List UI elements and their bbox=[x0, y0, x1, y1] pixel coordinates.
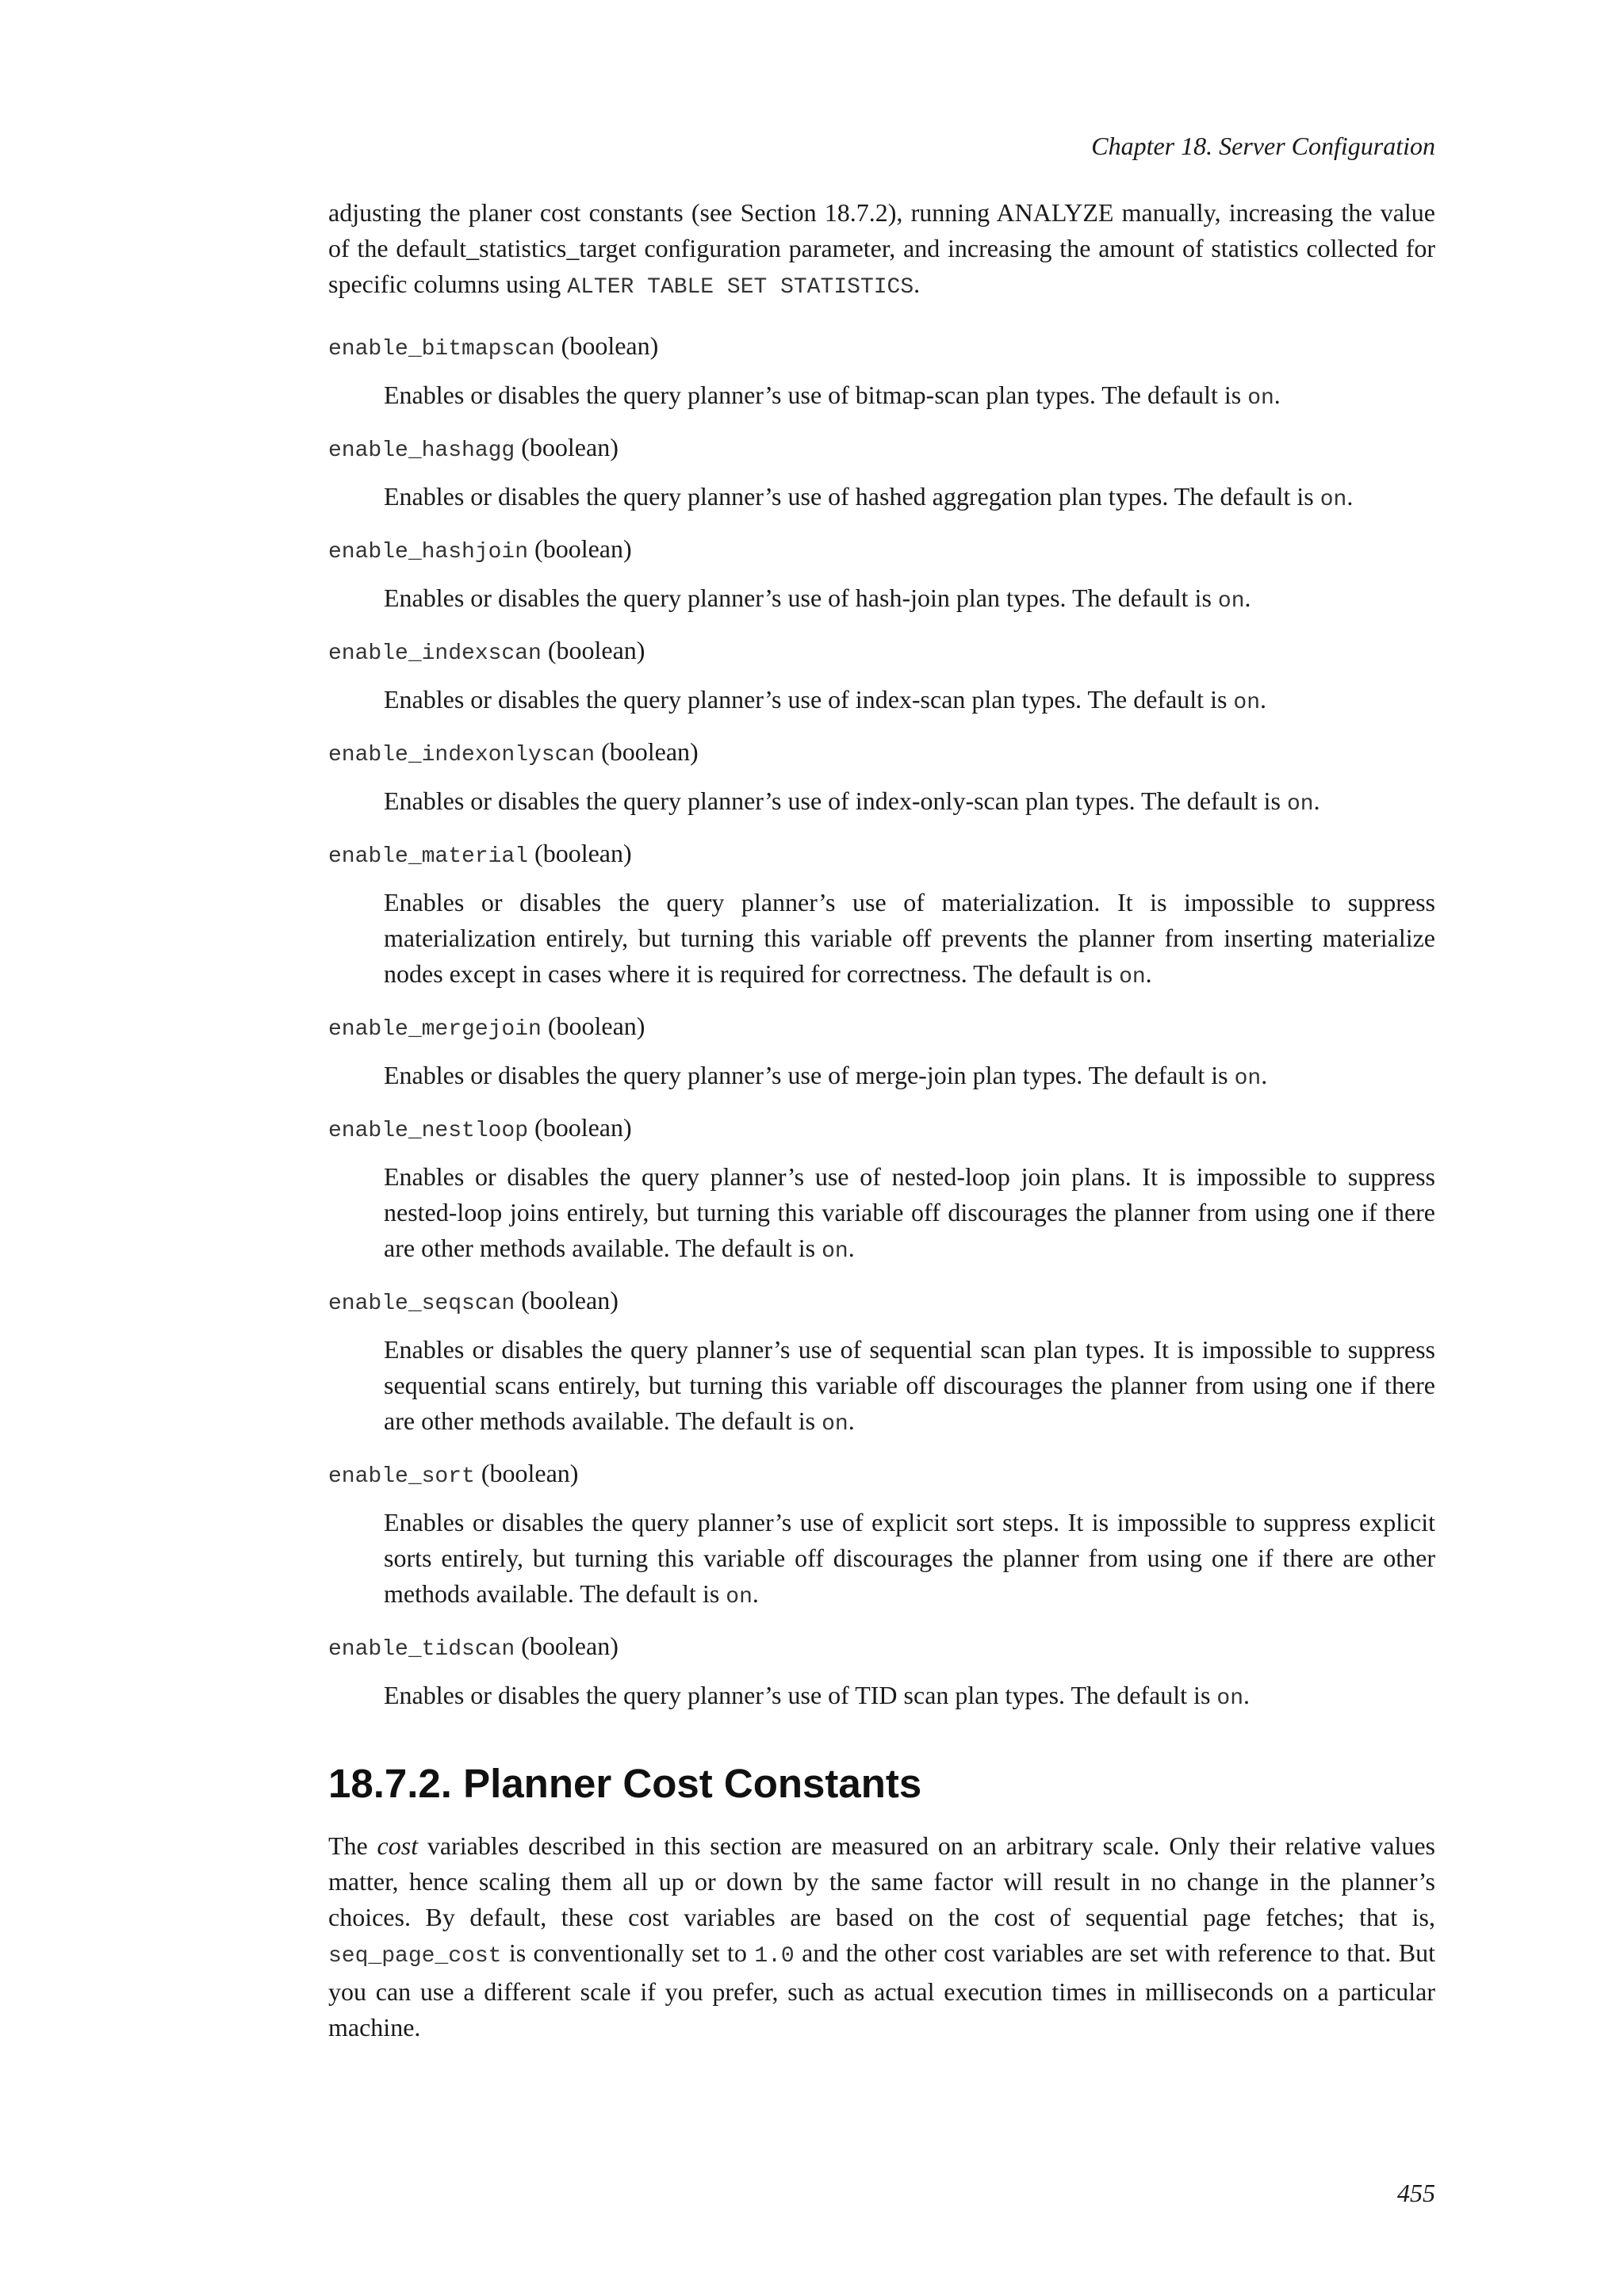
var-name: enable_hashjoin bbox=[328, 540, 529, 564]
section-heading: 18.7.2. Planner Cost Constants bbox=[328, 1761, 922, 1806]
var-type: (boolean) bbox=[481, 1459, 579, 1487]
section-text: and the other cost variables are set with reference to that. But you can use a different scale if you prefer, such as actual execution times in milliseconds on a particular machine. bbox=[328, 1938, 1436, 2042]
var-entry bbox=[328, 633, 1435, 721]
section-code: seq_page_cost bbox=[328, 1944, 502, 1969]
var-type: (boolean) bbox=[521, 1632, 619, 1660]
var-description-text: Enables or disables the query planner’s use of TID scan plan types. The default is bbox=[384, 1681, 1217, 1709]
var-description bbox=[384, 1332, 1435, 1442]
var-entry bbox=[328, 328, 1435, 416]
var-default: on bbox=[1216, 1686, 1243, 1711]
var-default: on bbox=[822, 1239, 848, 1264]
var-type: (boolean) bbox=[534, 1113, 632, 1142]
var-description-text: Enables or disables the query planner’s use of bitmap-scan plan types. The default is bbox=[384, 381, 1248, 409]
intro-text-end: . bbox=[914, 270, 921, 298]
var-term bbox=[328, 1456, 1435, 1491]
section-code: 1.0 bbox=[754, 1944, 795, 1969]
var-default: on bbox=[726, 1585, 753, 1609]
var-description-text: Enables or disables the query planner’s use of hashed aggregation plan types. The default is bbox=[384, 482, 1320, 511]
var-description-text: Enables or disables the query planner’s use of index-only-scan plan types. The default is bbox=[384, 786, 1287, 815]
variable-list bbox=[328, 328, 1435, 1730]
var-entry bbox=[328, 1456, 1435, 1615]
var-type: (boolean) bbox=[547, 636, 645, 664]
var-description-text: Enables or disables the query planner’s use of explicit sort steps. It is impossible to suppress explicit sorts entirely, but turning this variable off discourages the planner from using one if there are other methods available. The default is bbox=[384, 1508, 1435, 1608]
var-term bbox=[328, 1110, 1435, 1146]
var-description-text: Enables or disables the query planner’s use of index-scan plan types. The default is bbox=[384, 685, 1234, 714]
var-entry bbox=[328, 836, 1435, 995]
var-type: (boolean) bbox=[534, 534, 632, 563]
var-name: enable_tidscan bbox=[328, 1637, 515, 1662]
var-description-text: Enables or disables the query planner’s use of materialization. It is impossible to suppress materialization entirely, but turning this variable off prevents the planner from inserting materialize nodes except in cases where it is required for correctness. The default is bbox=[384, 888, 1435, 988]
var-type: (boolean) bbox=[521, 1286, 619, 1314]
section-paragraph bbox=[328, 1828, 1435, 2045]
section-text: is conventionally set to bbox=[501, 1938, 755, 1967]
var-term bbox=[328, 1008, 1435, 1044]
var-name: enable_mergejoin bbox=[328, 1017, 542, 1042]
var-default: on bbox=[822, 1412, 848, 1437]
var-description-end: . bbox=[1261, 1061, 1268, 1089]
intro-text: adjusting the planer cost constants (see Section 18.7.2), running ANALYZE manually, increasing the value of the default_statistics_target configuration parameter, and increasing the amount of statistics collected for specific columns using bbox=[328, 198, 1435, 298]
intro-paragraph bbox=[328, 195, 1435, 305]
var-entry bbox=[328, 1110, 1435, 1269]
var-type: (boolean) bbox=[521, 433, 619, 461]
var-description bbox=[384, 1159, 1435, 1269]
var-description-end: . bbox=[848, 1234, 855, 1262]
var-name: enable_indexscan bbox=[328, 641, 542, 666]
var-description bbox=[384, 580, 1435, 619]
document-page bbox=[328, 0, 1435, 2296]
var-entry bbox=[328, 531, 1435, 619]
intro-code: ALTER TABLE SET STATISTICS bbox=[567, 275, 914, 300]
var-type: (boolean) bbox=[547, 1012, 645, 1040]
var-term bbox=[328, 1628, 1435, 1664]
var-type: (boolean) bbox=[561, 331, 659, 360]
var-term bbox=[328, 836, 1435, 871]
var-default: on bbox=[1233, 691, 1261, 715]
var-type: (boolean) bbox=[534, 839, 632, 867]
var-entry bbox=[328, 430, 1435, 518]
var-term bbox=[328, 633, 1435, 668]
var-entry bbox=[328, 1628, 1435, 1716]
var-term bbox=[328, 430, 1435, 465]
var-description bbox=[384, 1058, 1435, 1096]
var-name: enable_hashagg bbox=[328, 438, 515, 463]
var-description-text: Enables or disables the query planner’s use of nested-loop join plans. It is impossible to suppress nested-loop joins entirely, but turning this variable off discourages the planner from using one if there are other methods available. The default is bbox=[384, 1162, 1435, 1262]
section-text: The bbox=[328, 1831, 377, 1860]
var-name: enable_bitmapscan bbox=[328, 337, 555, 362]
var-default: on bbox=[1320, 488, 1347, 512]
var-description-end: . bbox=[1244, 584, 1251, 612]
var-default: on bbox=[1286, 792, 1314, 817]
var-description-end: . bbox=[1243, 1681, 1250, 1709]
var-term bbox=[328, 734, 1435, 770]
var-term bbox=[328, 328, 1435, 364]
var-description bbox=[384, 682, 1435, 721]
var-type: (boolean) bbox=[601, 737, 699, 766]
var-description-end: . bbox=[1274, 381, 1281, 409]
var-default: on bbox=[1247, 386, 1274, 411]
var-description-text: Enables or disables the query planner’s use of sequential scan plan types. It is impossible to suppress sequential scans entirely, but turning this variable off discourages the planner from using one if there are other methods available. The default is bbox=[384, 1335, 1435, 1435]
var-description-end: . bbox=[1346, 482, 1354, 511]
var-term bbox=[328, 531, 1435, 567]
var-description-text: Enables or disables the query planner’s use of hash-join plan types. The default is bbox=[384, 584, 1218, 612]
var-entry bbox=[328, 734, 1435, 822]
var-default: on bbox=[1217, 589, 1245, 614]
var-default: on bbox=[1234, 1066, 1262, 1091]
var-name: enable_nestloop bbox=[328, 1119, 529, 1143]
var-description-end: . bbox=[1313, 786, 1320, 815]
var-description bbox=[384, 783, 1435, 822]
var-name: enable_material bbox=[328, 844, 529, 869]
var-entry bbox=[328, 1008, 1435, 1096]
page-number: 455 bbox=[1397, 2179, 1435, 2207]
var-description bbox=[384, 1505, 1435, 1615]
var-name: enable_indexonlyscan bbox=[328, 743, 596, 767]
var-description-end: . bbox=[752, 1579, 759, 1608]
var-description-end: . bbox=[1260, 685, 1267, 714]
var-description-text: Enables or disables the query planner’s use of merge-join plan types. The default is bbox=[384, 1061, 1235, 1089]
var-default: on bbox=[1119, 965, 1146, 989]
var-description bbox=[384, 377, 1435, 416]
var-name: enable_seqscan bbox=[328, 1292, 515, 1316]
var-description bbox=[384, 885, 1435, 995]
var-description bbox=[384, 1678, 1435, 1716]
var-name: enable_sort bbox=[328, 1464, 475, 1489]
running-header: Chapter 18. Server Configuration bbox=[1091, 132, 1435, 160]
var-description bbox=[384, 479, 1435, 518]
var-description-end: . bbox=[848, 1406, 855, 1435]
section-emphasis: cost bbox=[377, 1831, 419, 1860]
section-text: variables described in this section are measured on an arbitrary scale. Only their relative values matter, hence scaling them all up or down by the same factor will result in no change in the planner’s choices. By default, these cost variables are based on the cost of sequential page fetches; that is, bbox=[328, 1831, 1436, 1931]
var-term bbox=[328, 1283, 1435, 1318]
var-entry bbox=[328, 1283, 1435, 1442]
var-description-end: . bbox=[1145, 959, 1152, 988]
